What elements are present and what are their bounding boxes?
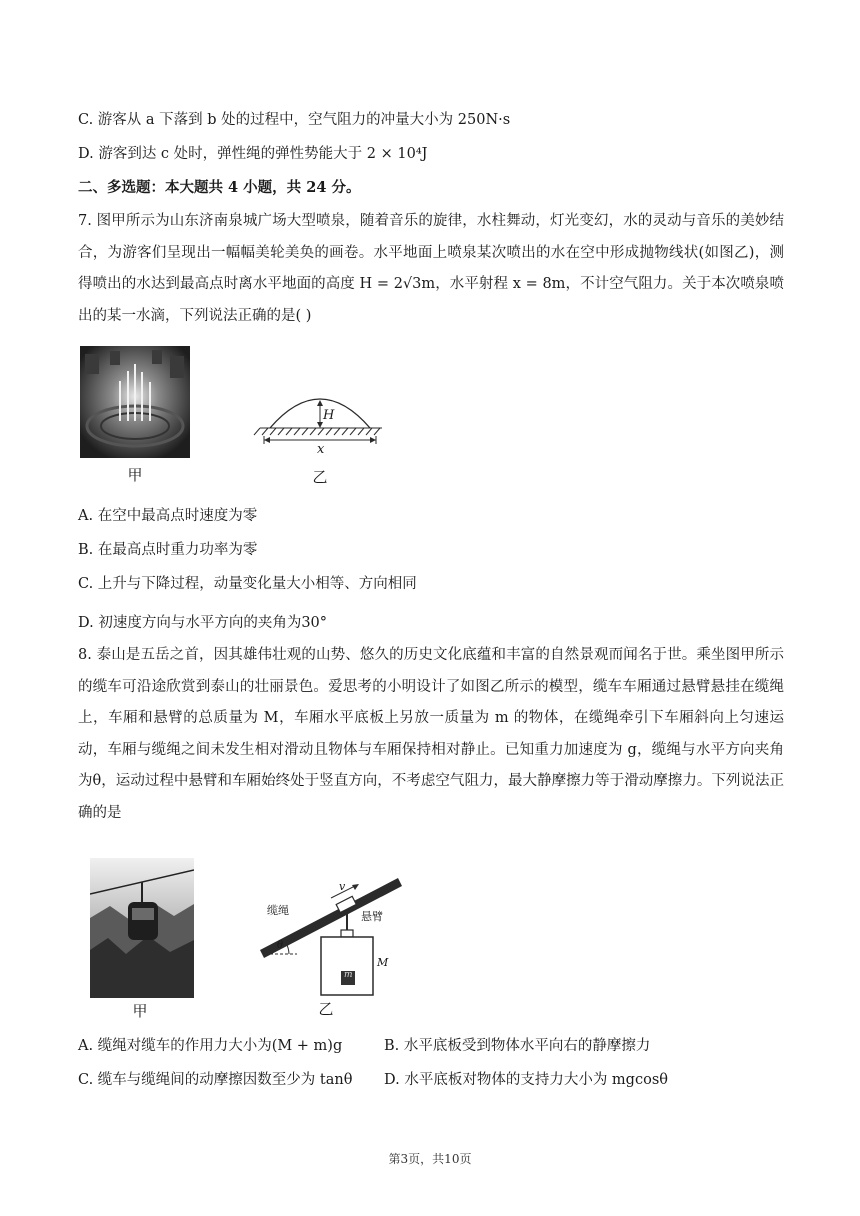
q7-option-d: D. 初速度方向与水平方向的夹角为30°: [78, 615, 328, 631]
q8-v-label: v: [339, 880, 346, 893]
q7-x-label: x: [317, 442, 325, 457]
q8-arm-label: 悬臂: [361, 910, 383, 923]
q8-fig-b-caption: 乙: [318, 1000, 334, 1018]
q7-fountain-photo: [80, 346, 190, 458]
q7-option-c: C. 上升与下降过程，动量变化量大小相等、方向相同: [78, 576, 417, 592]
q7-fig-a-caption: 甲: [127, 466, 143, 484]
q7-option-b: B. 在最高点时重力功率为零: [78, 542, 258, 558]
q8-option-a: A. 缆绳对缆车的作用力大小为(M + m)g: [78, 1038, 343, 1054]
q8-option-d: D. 水平底板对物体的支持力大小为 mgcosθ: [384, 1072, 668, 1088]
q7-fig-b-caption: 乙: [312, 468, 328, 486]
q8-cable-label: 缆绳: [267, 904, 289, 917]
q7-stem: 7. 图甲所示为山东济南泉城广场大型喷泉，随着音乐的旋律，水柱舞动，灯光变幻，水的灵动与音乐的美妙结合，为游客们呈现出一幅幅美轮美奂的画卷。水平地面上喷泉某次喷出的水在空中形成抛物线状(如图乙)，测得喷出的水达到最高点时离水平地面的高度 H = 2√3m，水平射程 x = 8m，不计空气阻力。关于本次喷泉喷出的某一水滴，下列说法正确的是( ): [78, 213, 784, 324]
q8-option-c: C. 缆车与缆绳间的动摩擦因数至少为 tanθ: [78, 1072, 353, 1088]
q6-option-d: D. 游客到达 c 处时，弹性绳的弹性势能大于 2 × 10⁴J: [78, 146, 428, 162]
q7-parabola-diagram: [250, 386, 390, 468]
section-heading: 二、多选题：本大题共 4 小题，共 24 分。: [78, 179, 361, 196]
q7-option-a: A. 在空中最高点时速度为零: [78, 508, 258, 524]
q8-theta-label: θ: [277, 940, 284, 951]
q8-fig-a-caption: 甲: [132, 1002, 148, 1020]
q8-stem: 8. 泰山是五岳之首，因其雄伟壮观的山势、悠久的历史文化底蕴和丰富的自然景观而闻名于世。乘坐图甲所示的缆车可沿途欣赏到泰山的壮丽景色。爱思考的小明设计了如图乙所示的模型，缆车车厢通过悬臂悬挂在缆绳上，车厢和悬臂的总质量为 M，车厢水平底板上另放一质量为 m 的物体，在缆绳牵引下车厢斜向上匀速运动，车厢与缆绳之间未发生相对滑动且物体与车厢保持相对静止。已知重力加速度为 g，缆绳与水平方向夹角为θ，运动过程中悬臂和车厢始终处于竖直方向，不考虑空气阻力，最大静摩擦力等于滑动摩擦力。下列说法正确的是: [78, 647, 784, 821]
q8-big-m-label: M: [377, 956, 389, 969]
q8-option-b: B. 水平底板受到物体水平向右的静摩擦力: [384, 1038, 651, 1054]
q8-model-diagram: [255, 870, 410, 1000]
q8-cablecar-photo: [90, 858, 194, 998]
q6-option-c: C. 游客从 a 下落到 b 处的过程中，空气阻力的冲量大小为 250N·s: [78, 112, 511, 128]
q7-h-label: H: [323, 408, 335, 423]
q8-small-m-label: m: [344, 970, 353, 980]
page-footer: 第3页，共10页: [388, 1152, 472, 1166]
